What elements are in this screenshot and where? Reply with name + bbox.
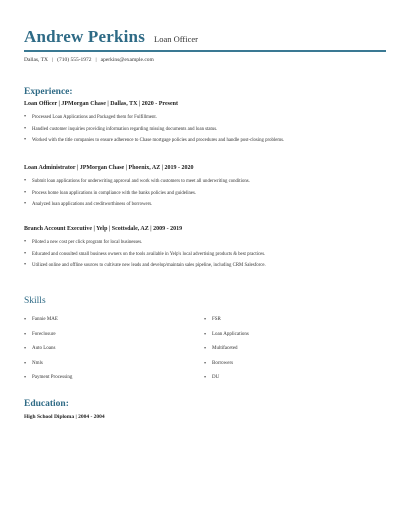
experience-heading: Experience: [24, 87, 73, 97]
job-title: Branch Account Executive | Yelp | Scottsdale, AZ | 2009 - 2019 [24, 226, 183, 232]
job-bullets [24, 176, 386, 211]
skills-column-right [204, 313, 249, 386]
job-bullet: • Educated and consulted small business owners on the tools available in Yelp's local advertising products & best practices. [24, 249, 386, 261]
job-bullet: • Process home loan applications in compliance with the banks policies and guidelines. [24, 188, 386, 200]
skill-item: • Payment Processing [24, 371, 72, 386]
job-bullet: • Analyzed loan applications and creditworthiness of borrowers. [24, 199, 386, 211]
job-entry [24, 165, 386, 211]
job-entry [24, 226, 386, 272]
job-bullet: • Handled customer inquiries providing information regarding missing documents and loan status. [24, 124, 386, 136]
contact-separator: | [52, 57, 54, 63]
education-heading: Education: [24, 399, 69, 409]
job-entry [24, 101, 386, 147]
candidate-title: Loan Officer [154, 34, 199, 44]
job-title: Loan Administrator | JPMorgan Chase | Phoenix, AZ | 2019 - 2020 [24, 165, 194, 171]
contact-email: aperkins@example.com [100, 57, 154, 63]
contact-location: Dallas, TX [24, 57, 49, 63]
education-entry: High School Diploma | 2004 - 2004 [24, 414, 105, 420]
resume-header [24, 27, 386, 47]
skill-item: • Loan Applications [204, 328, 249, 343]
job-bullets [24, 237, 386, 272]
job-bullet: • Piloted a new cost per click program for local businesses. [24, 237, 386, 249]
header-divider [24, 50, 386, 52]
job-bullet: • Submit loan applications for underwriting approval and work with customers to meet all underwriting conditions. [24, 176, 386, 188]
skill-item: • Borrowers [204, 357, 249, 372]
contact-phone: (710) 555-1972 [57, 57, 92, 63]
skill-item: • FSR [204, 313, 249, 328]
job-title: Loan Officer | JPMorgan Chase | Dallas, TX | 2020 - Present [24, 101, 178, 107]
skill-item: • DU [204, 371, 249, 386]
skill-item: • Multifaceted [204, 342, 249, 357]
contact-separator: | [95, 57, 97, 63]
job-bullets [24, 112, 386, 147]
skills-column-left [24, 313, 72, 386]
skill-item: • Fannie MAE [24, 313, 72, 328]
job-bullet: • Utilized online and offline sources to cultivate new leads and develop/maintain sales pipeline, including CRM Salesforce. [24, 260, 386, 272]
skill-item: • Foreclosure [24, 328, 72, 343]
job-bullet: • Processed Loan Applications and Packaged them for Fulfillment. [24, 112, 386, 124]
skills-heading: Skills [24, 296, 46, 306]
job-bullet: • Worked with the title companies to ensure adherence to Chase mortgage policies and procedures and handle post-closing problems. [24, 135, 386, 147]
contact-line [24, 57, 154, 63]
candidate-name: Andrew Perkins [24, 27, 146, 46]
skill-item: • Auto Loans [24, 342, 72, 357]
skill-item: • Nmls [24, 357, 72, 372]
